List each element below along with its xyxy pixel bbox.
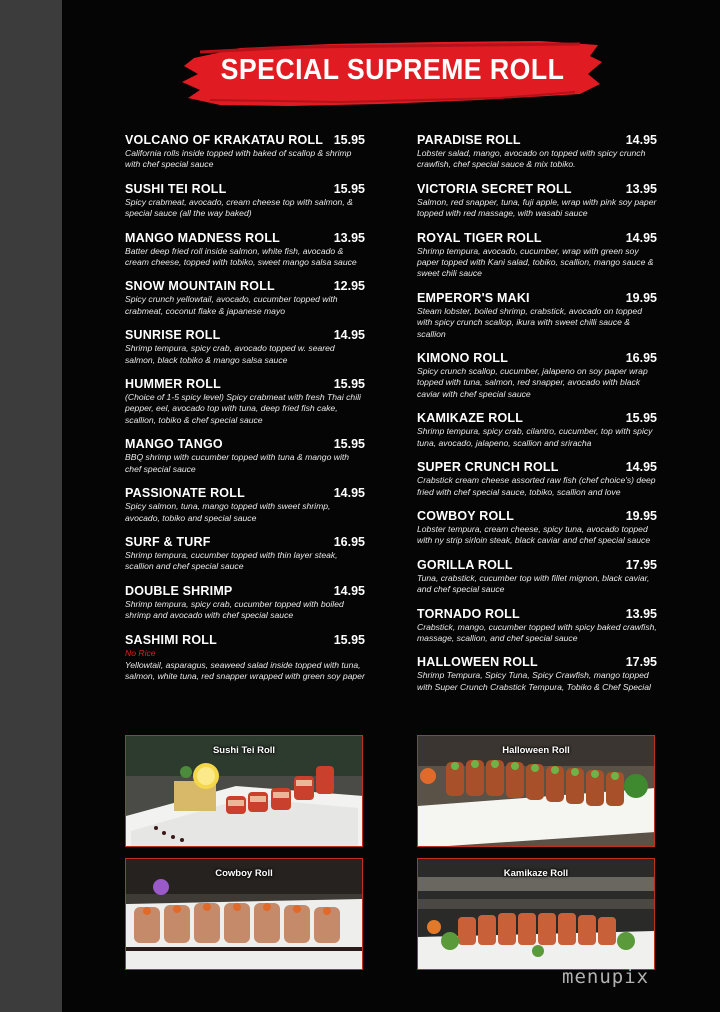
- item-description: Steam lobster, boiled shrimp, crabstick, avocado on topped with spicy crunch scallop, ikura with sweet chilli sauce & scallion: [417, 305, 642, 339]
- item-name: DOUBLE SHRIMP: [125, 583, 233, 598]
- item-price: 14.95: [333, 583, 365, 598]
- menu-item: [125, 486, 365, 524]
- item-description: Lobster salad, mango, avocado on topped with spicy crunch crawfish, chef special sauce & mix tobiko.: [417, 148, 646, 170]
- item-description: Spicy crunch scallop, cucumber, jalapeno on soy paper wrap topped with tuna, salmon, red snapper, avocado with black caviar with chef special sauce: [417, 366, 648, 399]
- item-name: SASHIMI ROLL: [125, 632, 217, 647]
- item-description: Salmon, red snapper, tuna, fuji apple, wrap with pink soy paper topped with red massage, with wasabi sauce: [417, 196, 657, 219]
- menu-column-left: [125, 133, 365, 694]
- menu-column-right: [417, 133, 657, 704]
- item-description: Yellowtail, asparagus, seaweed salad inside topped with tuna, salmon, white tuna, red snapper wrapped with green soy paper: [125, 659, 365, 682]
- photo-cowboy-roll: [125, 858, 363, 970]
- item-description: Spicy crabmeat, avocado, cream cheese top with salmon, & special sauce (all the way baked): [125, 196, 353, 219]
- item-price: 15.95: [333, 181, 365, 196]
- item-price: 15.95: [333, 437, 365, 452]
- watermark: menupix: [562, 966, 650, 988]
- item-description: Shrimp tempura, spicy crab, avocado topped w. seared salmon, black tobiko & mango salsa sauce: [125, 343, 335, 365]
- item-price: 14.95: [333, 486, 365, 501]
- item-name: KAMIKAZE ROLL: [417, 411, 524, 426]
- item-name: SURF & TURF: [125, 534, 211, 549]
- item-price: 13.95: [625, 181, 657, 196]
- item-description: Shrimp tempura, avocado, cucumber, wrap with green soy paper topped with Kani salad, tobiko, scallion, mango sauce & sweet chili sauce: [417, 245, 654, 279]
- menu-item: [125, 377, 365, 426]
- item-price: 14.95: [625, 460, 657, 475]
- item-price: 13.95: [625, 606, 657, 621]
- menu-item: [125, 633, 365, 683]
- item-price: 17.95: [625, 557, 657, 572]
- item-price: 15.95: [333, 632, 365, 647]
- item-description: Lobster tempura, cream cheese, spicy tuna, avocado topped with ny strip sirloin steak, black caviar and chef special sauce: [417, 523, 651, 546]
- item-name: PASSIONATE ROLL: [125, 486, 245, 501]
- side-strip: [0, 0, 62, 1012]
- item-name: SUSHI TEI ROLL: [125, 181, 227, 196]
- header-banner: [180, 36, 605, 110]
- item-description: Shrimp tempura, spicy crab, cucumber topped with boiled shrimp and avocado with chef special sauce: [125, 598, 344, 621]
- item-price: 15.95: [625, 411, 657, 426]
- item-description: Spicy crunch yellowtail, avocado, cucumber topped with crabmeat, coconut flake & japanese mayo: [125, 294, 338, 316]
- menu-item: [125, 328, 365, 366]
- item-description: Batter deep fried roll inside salmon, white fish, avocado & cream cheese, topped with tobiko, sweet mango salsa sauce: [125, 245, 357, 268]
- photo-sushi-tei-roll: [125, 735, 363, 847]
- item-price: 13.95: [333, 230, 365, 245]
- item-price: 14.95: [625, 230, 657, 245]
- photo-label: Sushi Tei Roll: [212, 745, 276, 756]
- menu-item: [417, 607, 657, 645]
- page-title: SPECIAL SUPREME ROLL: [220, 54, 565, 86]
- photo-label: Kamikaze Roll: [503, 868, 569, 879]
- item-name: MANGO TANGO: [125, 437, 223, 452]
- photo-halloween-roll: [417, 735, 655, 847]
- item-description: California rolls inside topped with baked of scallop & shrimp with chef special sauce: [125, 148, 352, 170]
- menu-item: [417, 460, 657, 498]
- item-description: Crabstick cream cheese assorted raw fish (chef choice's) deep fried with chef special sauce, tobiko, scallion and love: [417, 475, 656, 497]
- menu-item: [417, 351, 657, 400]
- item-price: 15.95: [333, 133, 365, 147]
- photo-label: Halloween Roll: [502, 745, 570, 756]
- menu-item: [125, 231, 365, 269]
- item-name: EMPEROR'S MAKI: [417, 290, 530, 305]
- item-name: KIMONO ROLL: [417, 351, 509, 366]
- item-price: 19.95: [625, 290, 657, 305]
- item-price: 12.95: [333, 279, 365, 294]
- item-price: 19.95: [625, 508, 657, 523]
- item-description: Crabstick, mango, cucumber topped with spicy baked crawfish, massage, scallion, and chef special sauce: [417, 621, 657, 643]
- item-description: Spicy salmon, tuna, mango topped with sweet shrimp, avocado, tobiko and special sauce: [125, 501, 331, 523]
- menu-item: [417, 558, 657, 596]
- item-price: 14.95: [625, 133, 657, 147]
- item-name: GORILLA ROLL: [417, 557, 513, 572]
- menu-item: [417, 509, 657, 547]
- item-name: TORNADO ROLL: [417, 606, 520, 621]
- menu-item: [125, 182, 365, 220]
- item-description: BBQ shrimp with cucumber topped with tuna & mango with chef special sauce: [125, 452, 350, 474]
- menu-item: [125, 437, 365, 475]
- item-name: COWBOY ROLL: [417, 508, 515, 523]
- item-name: VICTORIA SECRET ROLL: [417, 181, 572, 196]
- item-name: VOLCANO OF KRAKATAU ROLL: [125, 133, 324, 147]
- item-note: No Rice: [125, 647, 156, 658]
- menu-item: [125, 535, 365, 573]
- menu-item: [417, 133, 657, 171]
- item-name: HALLOWEEN ROLL: [417, 655, 538, 670]
- menu-item: [125, 584, 365, 622]
- menu-item: [417, 182, 657, 220]
- photo-kamikaze-roll: [417, 858, 655, 970]
- item-name: ROYAL TIGER ROLL: [417, 230, 542, 245]
- item-price: 15.95: [333, 377, 365, 392]
- item-name: SUPER CRUNCH ROLL: [417, 460, 559, 475]
- item-name: PARADISE ROLL: [417, 133, 521, 147]
- item-description: Shrimp Tempura, Spicy Tuna, Spicy Crawfish, mango topped with Super Crunch Crabstick Tempura, Tobiko & Chef Special: [417, 670, 651, 692]
- item-name: SUNRISE ROLL: [125, 328, 221, 343]
- item-price: 14.95: [333, 328, 365, 343]
- item-name: MANGO MADNESS ROLL: [125, 230, 280, 245]
- item-price: 16.95: [333, 534, 365, 549]
- item-price: 16.95: [625, 351, 657, 366]
- menu-item: [125, 279, 365, 317]
- menu-item: [417, 291, 657, 340]
- item-description: Shrimp tempura, spicy crab, cilantro, cucumber, top with spicy tuna, avocado, jalapeno, scallion and sriracha: [417, 426, 653, 448]
- menu-item: [125, 133, 365, 171]
- item-name: SNOW MOUNTAIN ROLL: [125, 279, 275, 294]
- photo-label: Cowboy Roll: [215, 868, 273, 879]
- menu-item: [417, 411, 657, 449]
- item-description: Tuna, crabstick, cucumber top with fillet mignon, black caviar, and chef special sauce: [417, 572, 650, 595]
- menu-item: [417, 231, 657, 280]
- item-description: Shrimp tempura, cucumber topped with thin layer steak, scallion and chef special sauce: [125, 549, 338, 572]
- item-description: (Choice of 1-5 spicy level) Spicy crabmeat with fresh Thai chili pepper, eel, avocado top with tuna, deep fried fish cake, scallion, tobiko & chef special sauce: [125, 392, 361, 425]
- item-name: HUMMER ROLL: [125, 377, 221, 392]
- item-price: 17.95: [625, 655, 657, 670]
- menu-item: [417, 655, 657, 693]
